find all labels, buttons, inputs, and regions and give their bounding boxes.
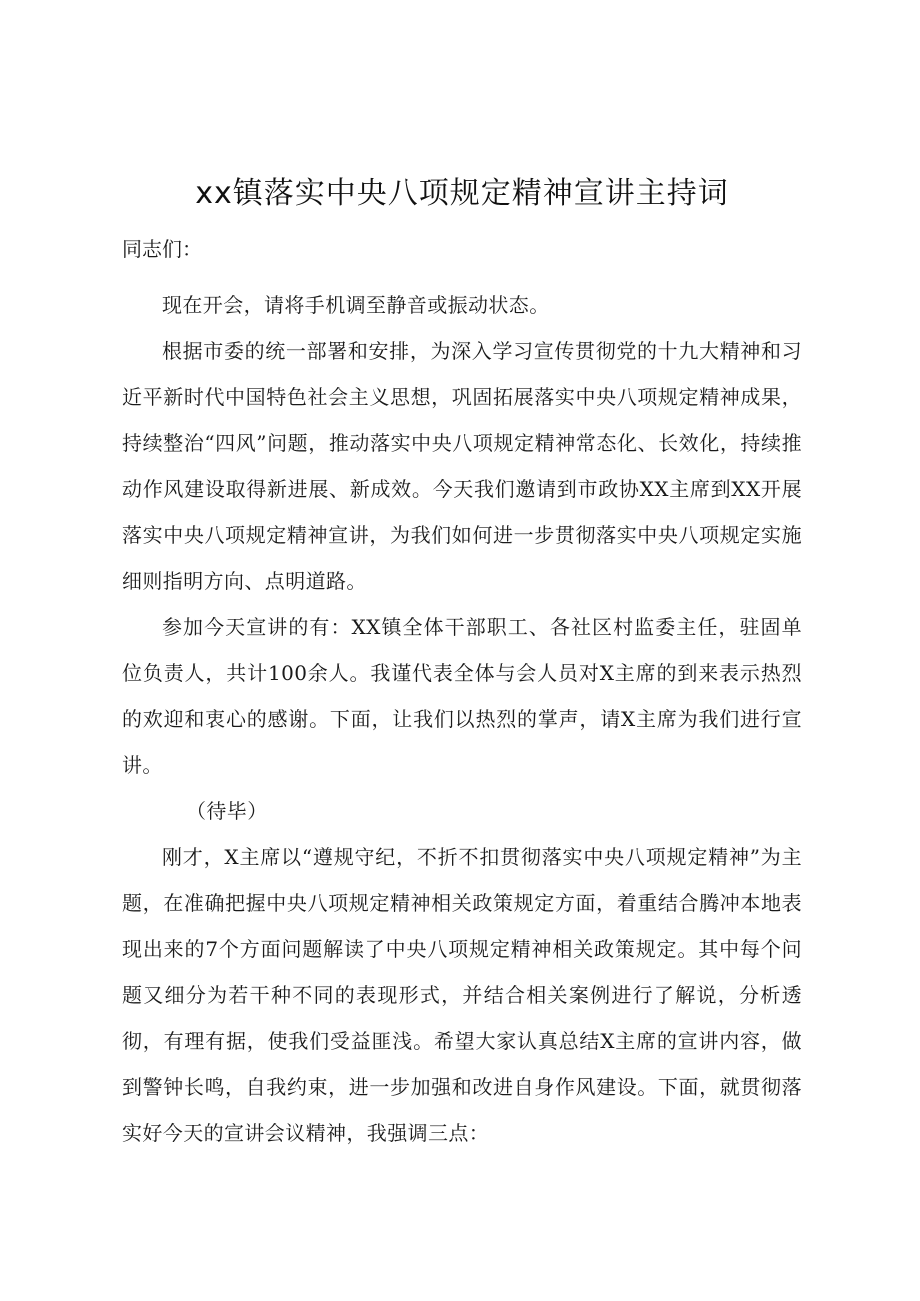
salutation: 同志们： — [122, 237, 202, 261]
document-body — [122, 282, 802, 1156]
paragraph-pending: （待毕） — [186, 799, 268, 823]
paragraph-opening: 现在开会，请将手机调至静音或振动状态。 — [162, 293, 550, 317]
paragraph-background: 根据市委的统一部署和安排，为深入学习宣传贯彻党的十九大精神和习近平新时代中国特色社会主义思想，巩固拓展落实中央八项规定精神成果，持续整治“四风”问题，推动落实中央八项规定精神常态化、长效化，持续推动作风建设取得新进展、新成效。今天我们邀请到市政协XX主席到XX开展落实中央八项规定精神宣讲，为我们如何进一步贯彻落实中央八项规定实施细则指明方向、点明道路。 — [122, 339, 802, 593]
paragraph-attendees: 参加今天宣讲的有：XX镇全体干部职工、各社区村监委主任，驻固单位负责人，共计100余人。我谨代表全体与会人员对X主席的到来表示热烈的欢迎和衷心的感谢。下面，让我们以热烈的掌声，请X主席为我们进行宣讲。 — [122, 615, 802, 777]
document-title: xx镇落实中央八项规定精神宣讲主持词 — [195, 176, 729, 211]
paragraph-summary: 刚才，X主席以“遵规守纪，不折不扣贯彻落实中央八项规定精神”为主题，在准确把握中央八项规定精神相关政策规定方面，着重结合腾冲本地表现出来的7个方面问题解读了中央八项规定精神相关政策规定。其中每个问题又细分为若干种不同的表现形式，并结合相关案例进行了解说，分析透彻，有理有据，使我们受益匪浅。希望大家认真总结X主席的宣讲内容，做到警钟长鸣，自我约束，进一步加强和改进自身作风建设。下面，就贯彻落实好今天的宣讲会议精神，我强调三点： — [122, 845, 802, 1145]
